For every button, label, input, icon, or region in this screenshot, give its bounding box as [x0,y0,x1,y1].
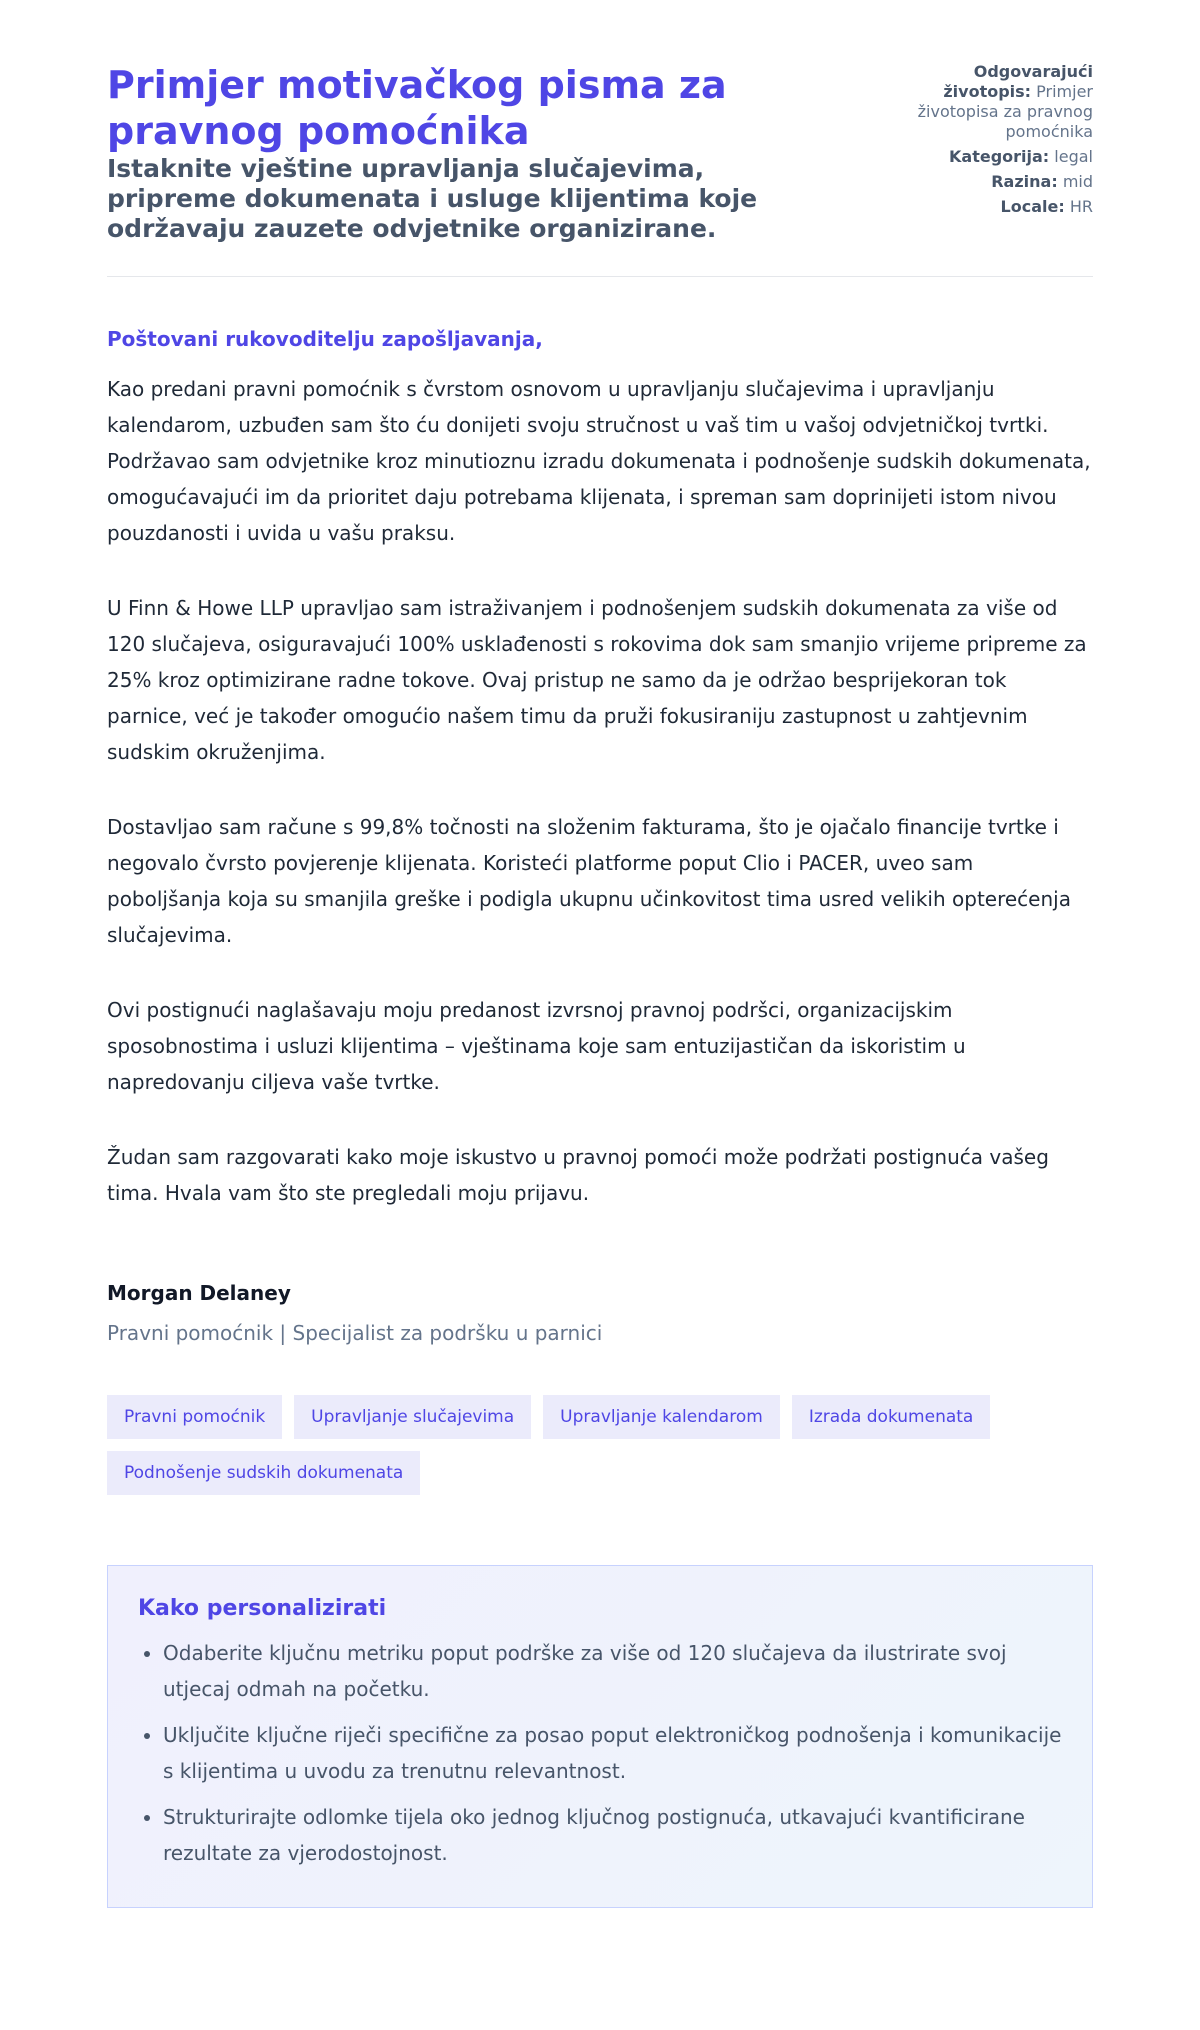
skill-tag: Upravljanje kalendarom [543,1395,780,1439]
cover-letter-page [107,0,1093,1968]
greeting: Poštovani rukovoditelju zapošljavanja, [107,327,543,351]
resume-label: Odgovarajući životopis: [943,62,1093,101]
letter-paragraph: U Finn & Howe LLP upravljao sam istraživanjem i podnošenjem sudskih dokumenata za više od 120 slučajeva, osiguravajući 100% usklađenosti s rokovima dok sam smanjio vrijeme pripreme za 25% kroz optimizirane radne tokove. Ovaj pristup ne samo da je održao besprijekoran tok parnice, već je također omogućio našem timu da pruži fokusiraniju zastupnost u zahtjevnim sudskim okruženjima. [107,596,1087,764]
level-value: mid [1062,172,1093,191]
skill-tag: Upravljanje slučajevima [294,1395,531,1439]
page-title: Primjer motivačkog pisma za pravnog pomoćnika [107,63,727,153]
letter-paragraph: Žudan sam razgovarati kako moje iskustvo u pravnoj pomoći može podržati postignuća vašeg tima. Hvala vam što ste pregledali moju prijavu. [107,1145,1049,1205]
skill-tag: Izrada dokumenata [792,1395,991,1439]
skill-tag: Podnošenje sudskih dokumenata [107,1451,420,1495]
signature-role: Pravni pomoćnik | Specijalist za podršku u parnici [107,1321,603,1345]
skill-tag: Pravni pomoćnik [107,1395,282,1439]
locale-label: Locale: [1000,197,1065,216]
signature-name: Morgan Delaney [107,1281,291,1305]
skill-tags [107,1395,1007,1495]
resume-link[interactable]: Primjer životopisa za pravnog pomoćnika [917,82,1093,141]
personalization-tips [107,1565,1093,1908]
category-label: Kategorija: [949,147,1050,166]
meta-panel [883,62,1093,244]
category-value: legal [1054,147,1093,166]
locale-value: HR [1069,197,1093,216]
letter-paragraph: Ovi postignući naglašavaju moju predanost izvrsnoj pravnoj podršci, organizacijskim sposobnostima i usluzi klijentima – vještinama koje sam entuzijastičan da iskoristim u napredovanju ciljeva vaše tvrtke. [107,998,966,1094]
tip-item: • Odaberite ključnu metriku poput podrške za više od 120 slučajeva da ilustrirate svoj utjecaj odmah na početku. [163,1635,1062,1707]
tip-item: • Strukturirajte odlomke tijela oko jednog ključnog postignuća, utkavajući kvantificirane rezultate za vjerodostojnost. [163,1799,1062,1871]
page-subtitle: Istaknite vještine upravljanja slučajevima, pripreme dokumenata i usluge klijentima koje održavaju zauzete odvjetnike organizirane. [107,154,758,243]
letter-paragraph: Kao predani pravni pomoćnik s čvrstom osnovom u upravljanju slučajevima i upravljanju kalendarom, uzbuđen sam što ću donijeti svoju stručnost u vaš tim u vašoj odvjetničkoj tvrtki. Podržavao sam odvjetnike kroz minutioznu izradu dokumenata i podnošenje sudskih dokumenata, omogućavajući im da prioritet daju potrebama klijenata, i spreman sam doprinijeti istom nivou pouzdanosti i uvida u vašu praksu. [107,377,1091,545]
tips-title: Kako personalizirati [138,1596,387,1621]
level-label: Razina: [991,172,1058,191]
page-header [107,62,1093,277]
letter-paragraph: Dostavljao sam račune s 99,8% točnosti na složenim fakturama, što je ojačalo financije tvrtke i negovalo čvrsto povjerenje klijenata. Koristeći platforme poput Clio i PACER, uveo sam poboljšanja koja su smanjila greške i podigla ukupnu učinkovitost tima usred velikih opterećenja slučajevima. [107,815,1071,947]
tip-item: • Uključite ključne riječi specifične za posao poput elektroničkog podnošenja i komunikacije s klijentima u uvodu za trenutnu relevantnost. [163,1717,1062,1789]
